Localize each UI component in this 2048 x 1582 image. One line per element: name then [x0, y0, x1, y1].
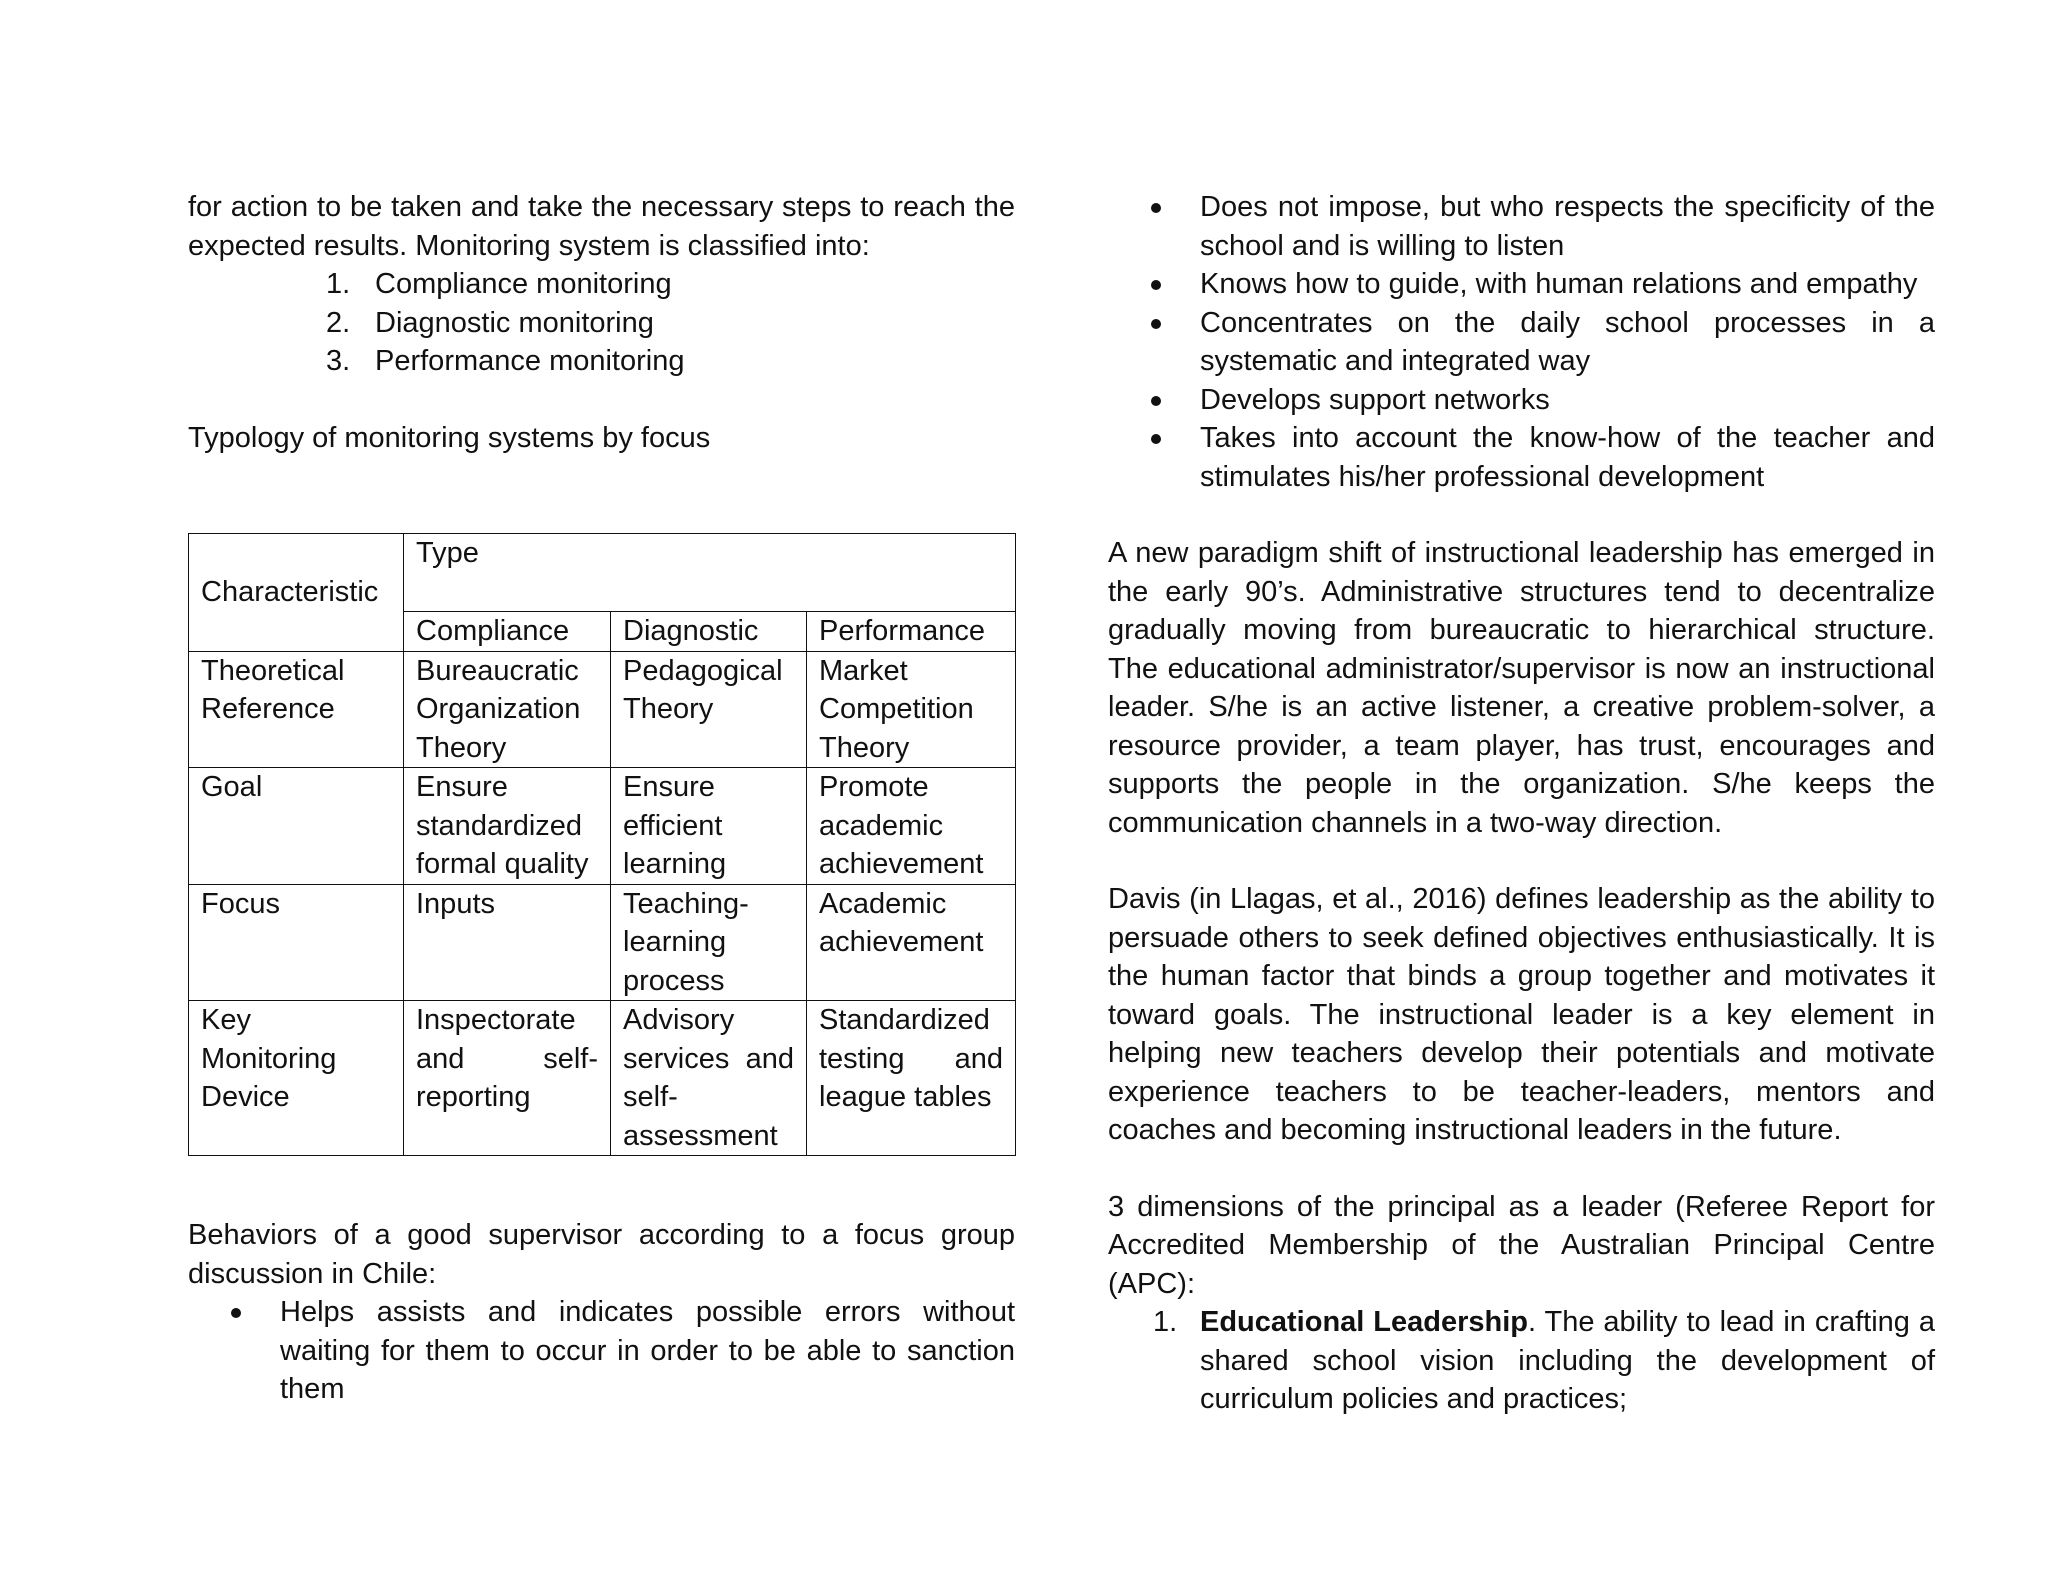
- list-item: [1108, 188, 1935, 265]
- list-item-label: Compliance monitoring: [375, 268, 672, 300]
- typology-table: [188, 533, 1016, 1156]
- list-item-label: Diagnostic monitoring: [375, 306, 654, 339]
- list-item-text: Does not impose, but who respects the specificity of the school and is willing to listen: [1200, 191, 1935, 262]
- table-cell: Ensure efficient learning: [611, 768, 807, 885]
- table-cell: Advisory services and self-assessment: [611, 1001, 807, 1156]
- list-number: 3.: [326, 345, 351, 377]
- table-cell: Bureaucratic Organization Theory: [404, 651, 611, 768]
- characteristic-header: Characteristic: [189, 534, 404, 652]
- dimension-title: Educational Leadership: [1200, 1306, 1529, 1338]
- row-label: Focus: [189, 884, 404, 1001]
- list-item: [1108, 419, 1935, 496]
- table-cell: Ensure standardized formal quality: [404, 768, 611, 885]
- table-cell: Promote academic achievement: [807, 768, 1016, 885]
- list-item: [188, 265, 1015, 304]
- typology-heading: Typology of monitoring systems by focus: [188, 421, 711, 454]
- list-item: [1108, 265, 1935, 304]
- table-cell: Standardized testing and league tables: [807, 1001, 1016, 1156]
- left-column: [188, 188, 1015, 1409]
- list-item-text: Develops support networks: [1200, 383, 1550, 416]
- behaviors-intro: Behaviors of a good supervisor according to a focus group discussion in Chile:: [188, 1219, 1015, 1290]
- list-item: [1108, 381, 1935, 420]
- intro-paragraph: for action to be taken and take the necessary steps to reach the expected results. Monitoring system is classified into:: [188, 191, 1015, 262]
- monitoring-types-list: [188, 265, 1015, 381]
- list-item-text: Concentrates on the daily school processes in a systematic and integrated way: [1200, 306, 1935, 377]
- table-cell: Inspectorate and self-reporting: [404, 1001, 611, 1156]
- list-number: 2.: [326, 306, 351, 339]
- row-label: Key Monitoring Device: [189, 1001, 404, 1156]
- list-item-text: Takes into account the know-how of the teacher and stimulates his/her professional development: [1200, 422, 1935, 493]
- type-header: Type: [404, 534, 1016, 612]
- bullet-icon: [1151, 203, 1161, 213]
- list-item: [188, 342, 1015, 381]
- column-header: Compliance: [404, 612, 611, 652]
- right-column: [1108, 188, 1935, 1419]
- list-item: [188, 1293, 1015, 1409]
- list-item: [188, 304, 1015, 343]
- list-number: 1.: [326, 268, 351, 300]
- dimension-text: . The ability to lead in crafting a shared school vision including the development of curriculum policies and practices;: [1200, 1306, 1935, 1415]
- row-label: Goal: [189, 768, 404, 885]
- table-cell: Teaching-learning process: [611, 884, 807, 1001]
- column-header: Performance: [807, 612, 1016, 652]
- table-cell: Pedagogical Theory: [611, 651, 807, 768]
- bullet-icon: [1151, 319, 1161, 329]
- table-row: [189, 1001, 1016, 1156]
- table-cell: Academic achievement: [807, 884, 1016, 1001]
- davis-paragraph: Davis (in Llagas, et al., 2016) defines leadership as the ability to persuade others to seek defined objectives enthusiastically. It is the human factor that binds a group together and motivates it toward goals. The instructional leader is a key element in helping new teachers develop their potentials and motivate experience teachers to be teacher-leaders, mentors and coaches and becoming instructional leaders in the future.: [1108, 883, 1935, 1146]
- bullet-icon: [1151, 434, 1161, 444]
- list-item: [1108, 304, 1935, 381]
- table-row: [189, 651, 1016, 768]
- list-item-text: Knows how to guide, with human relations and empathy: [1200, 268, 1918, 300]
- table-cell: Inputs: [404, 884, 611, 1001]
- list-number: 1.: [1153, 1306, 1178, 1338]
- paradigm-paragraph: A new paradigm shift of instructional leadership has emerged in the early 90’s. Administrative structures tend to decentralize gradually moving from bureaucratic to hierarchical structure. The educational administrator/supervisor is now an instructional leader. S/he is an active listener, a creative problem-solver, a resource provider, a team player, has trust, encourages and supports the people in the organization. S/he keeps the communication channels in a two-way direction.: [1108, 537, 1935, 839]
- dimensions-intro: 3 dimensions of the principal as a leader (Referee Report for Accredited Membership of the Australian Principal Centre (APC):: [1108, 1190, 1935, 1300]
- bullet-icon: [1151, 280, 1161, 290]
- table-row: [189, 884, 1016, 1001]
- list-item-text: Helps assists and indicates possible errors without waiting for them to occur in order to be able to sanction them: [280, 1296, 1015, 1405]
- behaviors-list-left: [188, 1293, 1015, 1409]
- table-row: [189, 768, 1016, 885]
- list-item-label: Performance monitoring: [375, 345, 685, 377]
- list-item: [1108, 1303, 1935, 1419]
- behaviors-list-right: [1108, 188, 1935, 496]
- dimensions-list: [1108, 1303, 1935, 1419]
- bullet-icon: [231, 1308, 241, 1318]
- table-header-row: [189, 534, 1016, 612]
- column-header: Diagnostic: [611, 612, 807, 652]
- row-label: Theoretical Reference: [189, 651, 404, 768]
- table-cell: Market Competition Theory: [807, 651, 1016, 768]
- bullet-icon: [1151, 396, 1161, 406]
